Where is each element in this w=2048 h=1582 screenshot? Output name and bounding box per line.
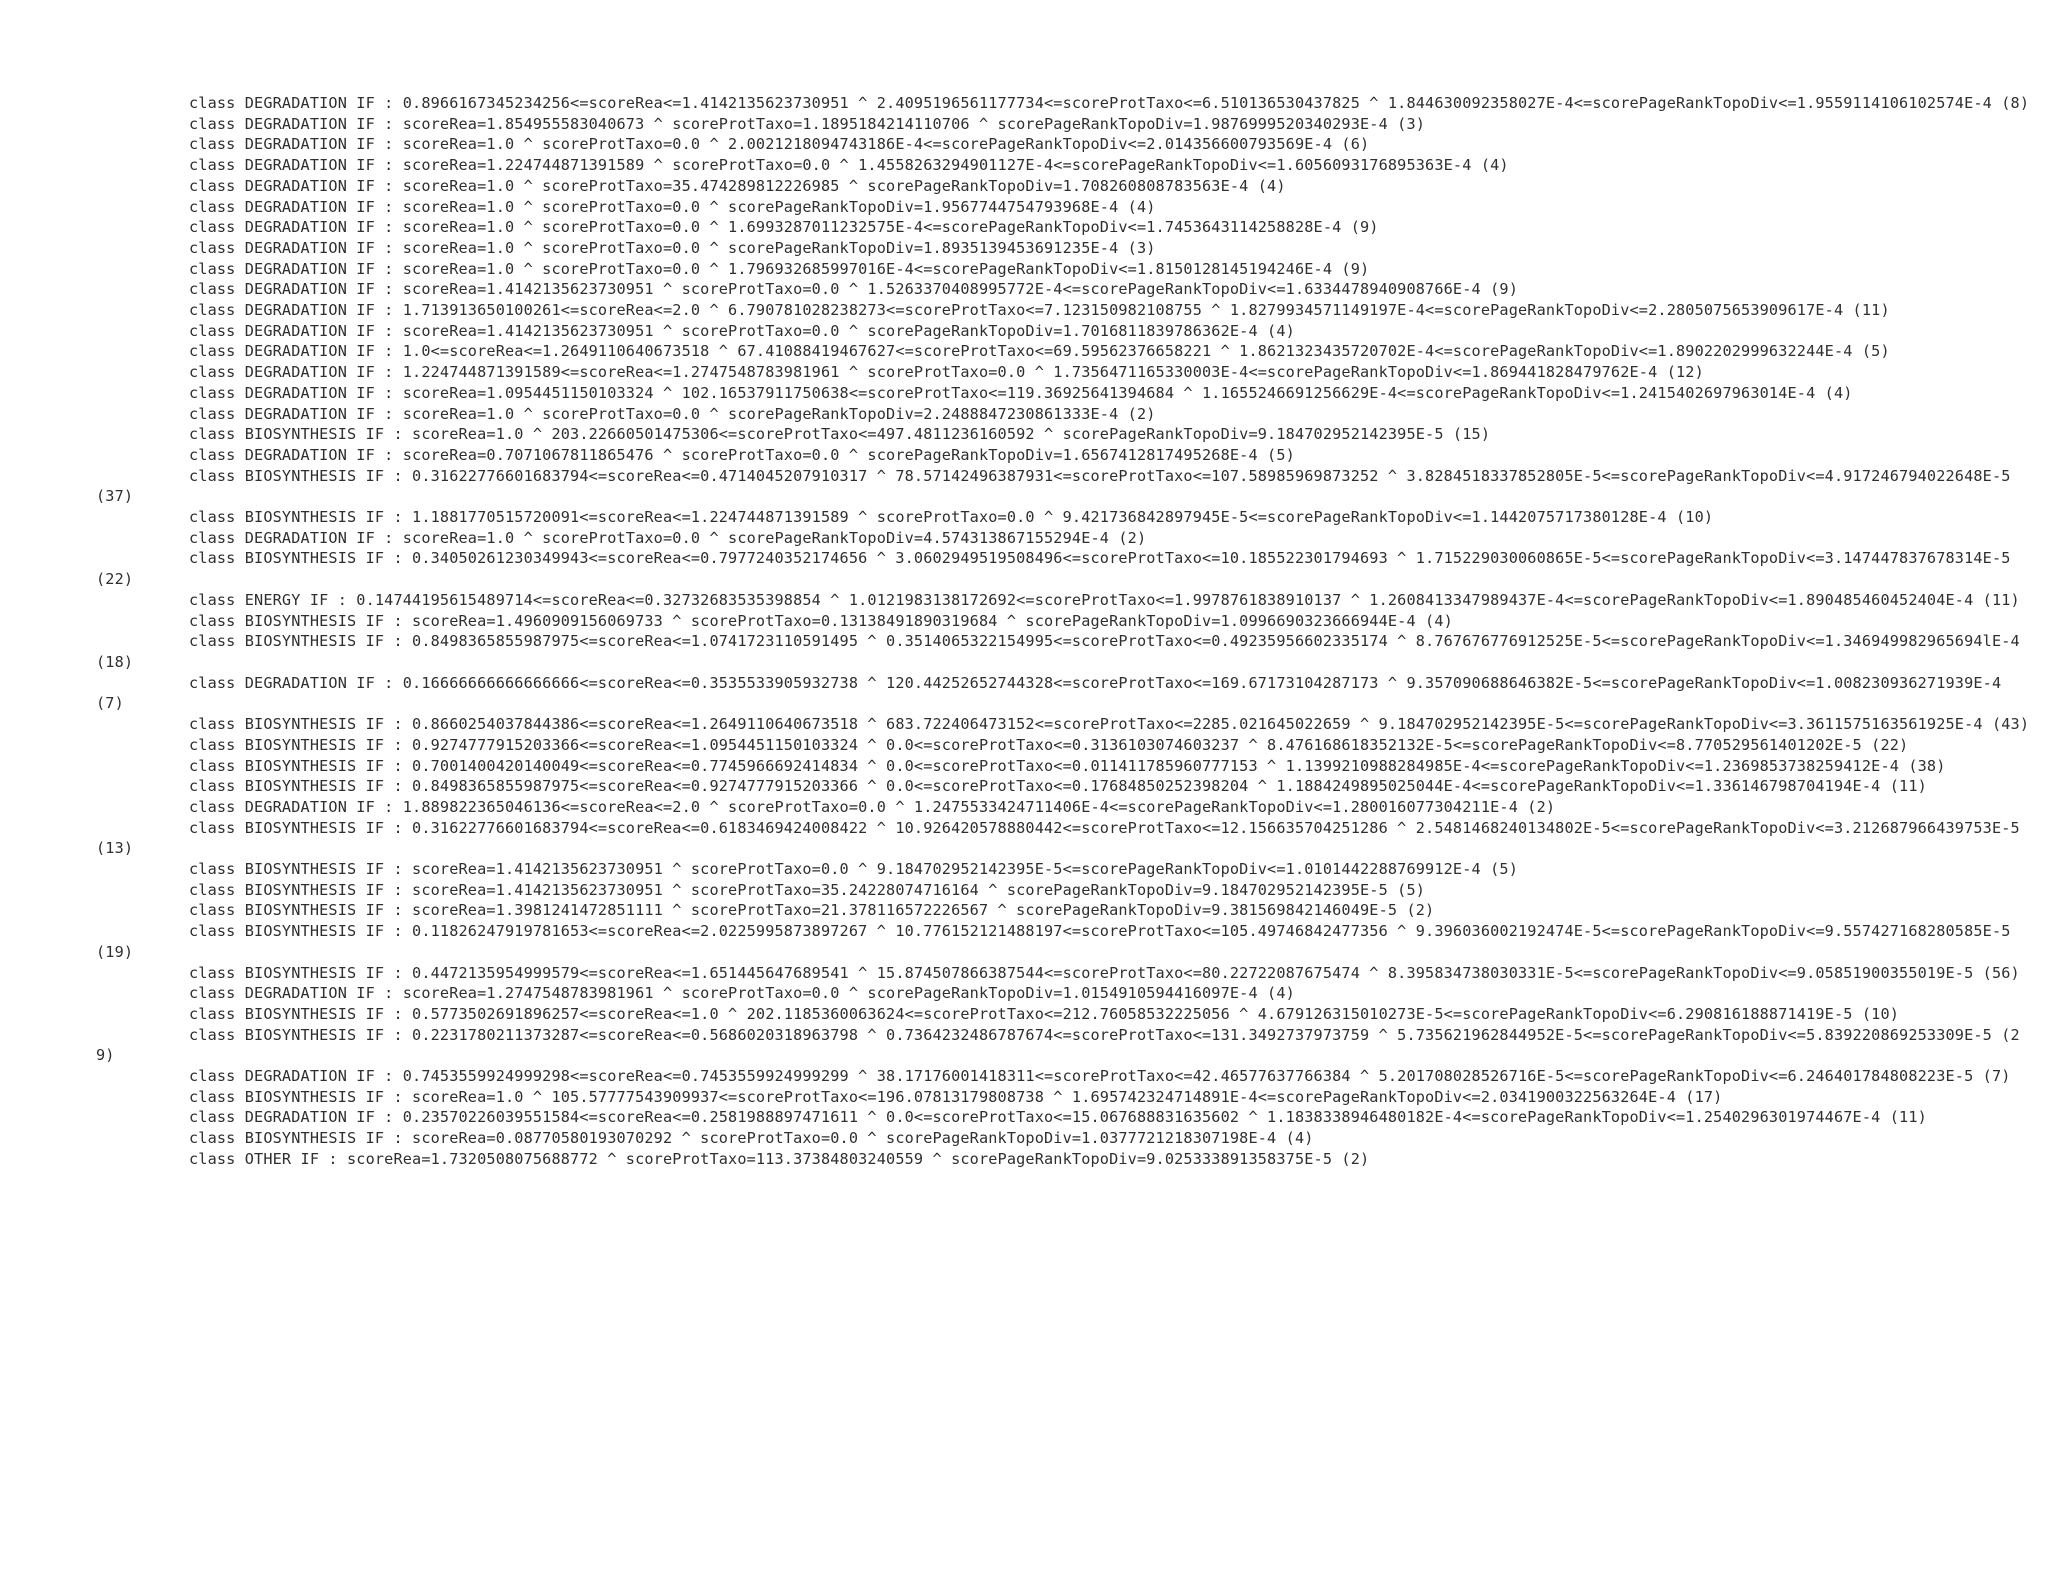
rule-line: class DEGRADATION IF : 1.0<=scoreRea<=1.2649110640673518 ^ 67.41088419467627<=scoreProtTaxo<=69.59562376658221 ^ 1.8621323435720702E-4<=scorePageRankTopoDiv<=1.8902202999632244E-4 (5) (189, 342, 1890, 361)
rule-line: class DEGRADATION IF : scoreRea=1.2747548783981961 ^ scoreProtTaxo=0.0 ^ scorePageRankTopoDiv=1.0154910594416097E-4 (4) (189, 984, 1295, 1003)
rule-line: class DEGRADATION IF : scoreRea=1.0 ^ scoreProtTaxo=0.0 ^ scorePageRankTopoDiv=2.2488847230861333E-4 (2) (189, 404, 1156, 423)
rule-line: class DEGRADATION IF : scoreRea=1.224744871391589 ^ scoreProtTaxo=0.0 ^ 1.4558263294901127E-4<=scorePageRankTopoDiv<=1.6056093176895363E-4 (4) (189, 156, 1509, 175)
rule-line: class DEGRADATION IF : scoreRea=1.0 ^ scoreProtTaxo=0.0 ^ scorePageRankTopoDiv=1.8935139453691235E-4 (3) (189, 238, 1156, 257)
rule-line: class BIOSYNTHESIS IF : 0.11826247919781653<=scoreRea<=2.0225995873897267 ^ 10.776152121488197<=scoreProtTaxo<=105.49746842477356 ^ 9.396036002192474E-5<=scorePageRankTopoDiv<=9.557427168280585E-5 (19) (96, 922, 2011, 961)
rule-line: class BIOSYNTHESIS IF : 0.2231780211373287<=scoreRea<=0.5686020318963798 ^ 0.7364232486787674<=scoreProtTaxo<=131.3492737973759 ^ 5.735621962844952E-5<=scorePageRankTopoDiv<=5.839220869253309E-5 (29) (96, 1025, 2020, 1065)
rule-line: class DEGRADATION IF : scoreRea=1.854955583040673 ^ scoreProtTaxo=1.1895184214110706 ^ scorePageRankTopoDiv=1.9876999520340293E-4 (3) (189, 114, 1426, 133)
rule-line: class DEGRADATION IF : 1.713913650100261<=scoreRea<=2.0 ^ 6.790781028238273<=scoreProtTaxo<=7.123150982108755 ^ 1.8279934571149197E-4<=scorePageRankTopoDiv<=2.2805075653909617E-4 (11) (189, 301, 1890, 320)
rule-line: class BIOSYNTHESIS IF : scoreRea=1.3981241472851111 ^ scoreProtTaxo=21.378116572226567 ^ scorePageRankTopoDiv=9.381569842146049E-5 (2) (189, 901, 1435, 920)
rule-line: class BIOSYNTHESIS IF : 0.34050261230349943<=scoreRea<=0.7977240352174656 ^ 3.0602949519508496<=scoreProtTaxo<=10.185522301794693 ^ 1.715229030060865E-5<=scorePageRankTopoDiv<=3.147447837678314E-5 (22) (96, 549, 2011, 589)
rule-line: class BIOSYNTHESIS IF : scoreRea=0.08770580193070292 ^ scoreProtTaxo=0.0 ^ scorePageRankTopoDiv=1.0377721218307198E-4 (4) (189, 1129, 1314, 1148)
rule-line: class BIOSYNTHESIS IF : scoreRea=1.0 ^ 105.57777543909937<=scoreProtTaxo<=196.07813179808738 ^ 1.695742324714891E-4<=scorePageRankTopoDiv<=2.0341900322563264E-4 (17) (189, 1087, 1723, 1106)
rule-list (96, 93, 2036, 1170)
rule-line: class BIOSYNTHESIS IF : scoreRea=1.4142135623730951 ^ scoreProtTaxo=0.0 ^ 9.184702952142395E-5<=scorePageRankTopoDiv<=1.0101442288769912E-4 (5) (189, 860, 1518, 879)
rule-line: class DEGRADATION IF : 0.7453559924999298<=scoreRea<=0.7453559924999299 ^ 38.17176001418311<=scoreProtTaxo<=42.46577637766384 ^ 5.201708028526716E-5<=scorePageRankTopoDiv<=6.246401784808223E-5 (7) (189, 1067, 2011, 1086)
rule-line: class DEGRADATION IF : scoreRea=1.0 ^ scoreProtTaxo=0.0 ^ 2.0021218094743186E-4<=scorePageRankTopoDiv<=2.014356600793569E-4 (6) (189, 135, 1370, 154)
rule-line: class BIOSYNTHESIS IF : 0.8498365855987975<=scoreRea<=1.0741723110591495 ^ 0.3514065322154995<=scoreProtTaxo<=0.49235956602335174 ^ 8.767676776912525E-5<=scorePageRankTopoDiv<=1.346949982965694lE-4 (18) (96, 632, 2020, 671)
rule-line: class DEGRADATION IF : scoreRea=1.0954451150103324 ^ 102.16537911750638<=scoreProtTaxo<=119.36925641394684 ^ 1.1655246691256629E-4<=scorePageRankTopoDiv<=1.2415402697963014E-4 (4) (189, 383, 1853, 402)
rule-line: class DEGRADATION IF : scoreRea=1.0 ^ scoreProtTaxo=0.0 ^ scorePageRankTopoDiv=1.9567744754793968E-4 (4) (189, 197, 1156, 216)
rule-line: class BIOSYNTHESIS IF : scoreRea=1.4142135623730951 ^ scoreProtTaxo=35.24228074716164 ^ scorePageRankTopoDiv=9.184702952142395E-5 (5) (189, 880, 1426, 899)
rule-line: class DEGRADATION IF : 1.224744871391589<=scoreRea<=1.2747548783981961 ^ scoreProtTaxo=0.0 ^ 1.7356471165330003E-4<=scorePageRankTopoDiv<=1.869441828479762E-4 (12) (189, 363, 1704, 382)
rule-line: class DEGRADATION IF : scoreRea=1.0 ^ scoreProtTaxo=0.0 ^ 1.796932685997016E-4<=scorePageRankTopoDiv<=1.8150128145194246E-4 (9) (189, 259, 1370, 278)
rule-line: class DEGRADATION IF : scoreRea=1.4142135623730951 ^ scoreProtTaxo=0.0 ^ scorePageRankTopoDiv=1.7016811839786362E-4 (4) (189, 321, 1295, 340)
rule-line: class BIOSYNTHESIS IF : 0.7001400420140049<=scoreRea<=0.7745966692414834 ^ 0.0<=scoreProtTaxo<=0.011411785960777153 ^ 1.1399210988284985E-4<=scorePageRankTopoDiv<=1.2369853738259412E-4 (38) (189, 756, 1946, 775)
rule-line: class DEGRADATION IF : scoreRea=1.0 ^ scoreProtTaxo=0.0 ^ 1.6993287011232575E-4<=scorePageRankTopoDiv<=1.7453643114258828E-4 (9) (189, 218, 1379, 237)
rule-line: class BIOSYNTHESIS IF : scoreRea=1.4960909156069733 ^ scoreProtTaxo=0.13138491890319684 ^ scorePageRankTopoDiv=1.0996690323666944E-4 (4) (189, 611, 1453, 630)
rule-line: class DEGRADATION IF : 0.8966167345234256<=scoreRea<=1.4142135623730951 ^ 2.4095196561177734<=scoreProtTaxo<=6.510136530437825 ^ 1.844630092358027E-4<=scorePageRankTopoDiv<=1.9559114106102574E-4 (8) (189, 94, 2030, 112)
rule-line: class BIOSYNTHESIS IF : scoreRea=1.0 ^ 203.22660501475306<=scoreProtTaxo<=497.4811236160592 ^ scorePageRankTopoDiv=9.184702952142395E-5 (15) (189, 425, 1491, 444)
rule-line: class DEGRADATION IF : scoreRea=1.0 ^ scoreProtTaxo=0.0 ^ scorePageRankTopoDiv=4.574313867155294E-4 (2) (189, 528, 1147, 547)
rule-line: class BIOSYNTHESIS IF : 0.5773502691896257<=scoreRea<=1.0 ^ 202.1185360063624<=scoreProtTaxo<=212.76058532225056 ^ 4.679126315010273E-5<=scorePageRankTopoDiv<=6.290816188871419E-5 (10) (189, 1004, 1900, 1023)
rule-line: class DEGRADATION IF : 1.889822365046136<=scoreRea<=2.0 ^ scoreProtTaxo=0.0 ^ 1.2475533424711406E-4<=scorePageRankTopoDiv<=1.280016077304211E-4 (2) (189, 797, 1556, 816)
rule-line: class OTHER IF : scoreRea=1.7320508075688772 ^ scoreProtTaxo=113.37384803240559 ^ scorePageRankTopoDiv=9.025333891358375E-5 (2) (189, 1149, 1370, 1168)
rule-line: class DEGRADATION IF : 0.23570226039551584<=scoreRea<=0.2581988897471611 ^ 0.0<=scoreProtTaxo<=15.067688831635602 ^ 1.1838338946480182E-4<=scorePageRankTopoDiv<=1.2540296301974467E-4 (11) (189, 1108, 1927, 1127)
rule-line: class BIOSYNTHESIS IF : 1.1881770515720091<=scoreRea<=1.224744871391589 ^ scoreProtTaxo=0.0 ^ 9.421736842897945E-5<=scorePageRankTopoDiv<=1.1442075717380128E-4 (10) (189, 508, 1714, 527)
rule-line: class DEGRADATION IF : scoreRea=0.7071067811865476 ^ scoreProtTaxo=0.0 ^ scorePageRankTopoDiv=1.6567412817495268E-4 (5) (189, 445, 1295, 464)
rule-line: class BIOSYNTHESIS IF : 0.31622776601683794<=scoreRea<=0.6183469424008422 ^ 10.926420578880442<=scoreProtTaxo<=12.156635704251286 ^ 2.5481468240134802E-5<=scorePageRankTopoDiv<=3.212687966439753E-5 (13) (96, 818, 2020, 858)
rule-line: class DEGRADATION IF : scoreRea=1.0 ^ scoreProtTaxo=35.474289812226985 ^ scorePageRankTopoDiv=1.708260808783563E-4 (4) (189, 176, 1286, 195)
rule-line: class BIOSYNTHESIS IF : 0.4472135954999579<=scoreRea<=1.651445647689541 ^ 15.874507866387544<=scoreProtTaxo<=80.22722087675474 ^ 8.395834738030331E-5<=scorePageRankTopoDiv<=9.05851900355019E-5 (56) (189, 963, 2020, 982)
rule-line: class BIOSYNTHESIS IF : 0.9274777915203366<=scoreRea<=1.0954451150103324 ^ 0.0<=scoreProtTaxo<=0.3136103074603237 ^ 8.476168618352132E-5<=scorePageRankTopoDiv<=8.770529561401202E-5 (22) (189, 735, 1909, 754)
rule-line: class BIOSYNTHESIS IF : 0.8660254037844386<=scoreRea<=1.2649110640673518 ^ 683.722406473152<=scoreProtTaxo<=2285.021645022659 ^ 9.184702952142395E-5<=scorePageRankTopoDiv<=3.3611575163561925E-4 (43) (189, 715, 2030, 734)
rule-line: class BIOSYNTHESIS IF : 0.31622776601683794<=scoreRea<=0.4714045207910317 ^ 78.57142496387931<=scoreProtTaxo<=107.58985969873252 ^ 3.8284518337852805E-5<=scorePageRankTopoDiv<=4.917246794022648E-5 (37) (96, 466, 2011, 506)
rule-line: class ENERGY IF : 0.14744195615489714<=scoreRea<=0.32732683535398854 ^ 1.0121983138172692<=scoreProtTaxo<=1.9978761838910137 ^ 1.2608413347989437E-4<=scorePageRankTopoDiv<=1.890485460452404E-4 (11) (189, 590, 2020, 609)
rule-line: class BIOSYNTHESIS IF : 0.8498365855987975<=scoreRea<=0.9274777915203366 ^ 0.0<=scoreProtTaxo<=0.17684850252398204 ^ 1.1884249895025044E-4<=scorePageRankTopoDiv<=1.336146798704194E-4 (11) (189, 777, 1927, 796)
rule-line: class DEGRADATION IF : scoreRea=1.4142135623730951 ^ scoreProtTaxo=0.0 ^ 1.5263370408995772E-4<=scorePageRankTopoDiv<=1.6334478940908766E-4 (9) (189, 280, 1518, 299)
rule-line: class DEGRADATION IF : 0.16666666666666666<=scoreRea<=0.3535533905932738 ^ 120.44252652744328<=scoreProtTaxo<=169.67173104287173 ^ 9.357090688646382E-5<=scorePageRankTopoDiv<=1.008230936271939E-4 (7) (96, 673, 2002, 713)
